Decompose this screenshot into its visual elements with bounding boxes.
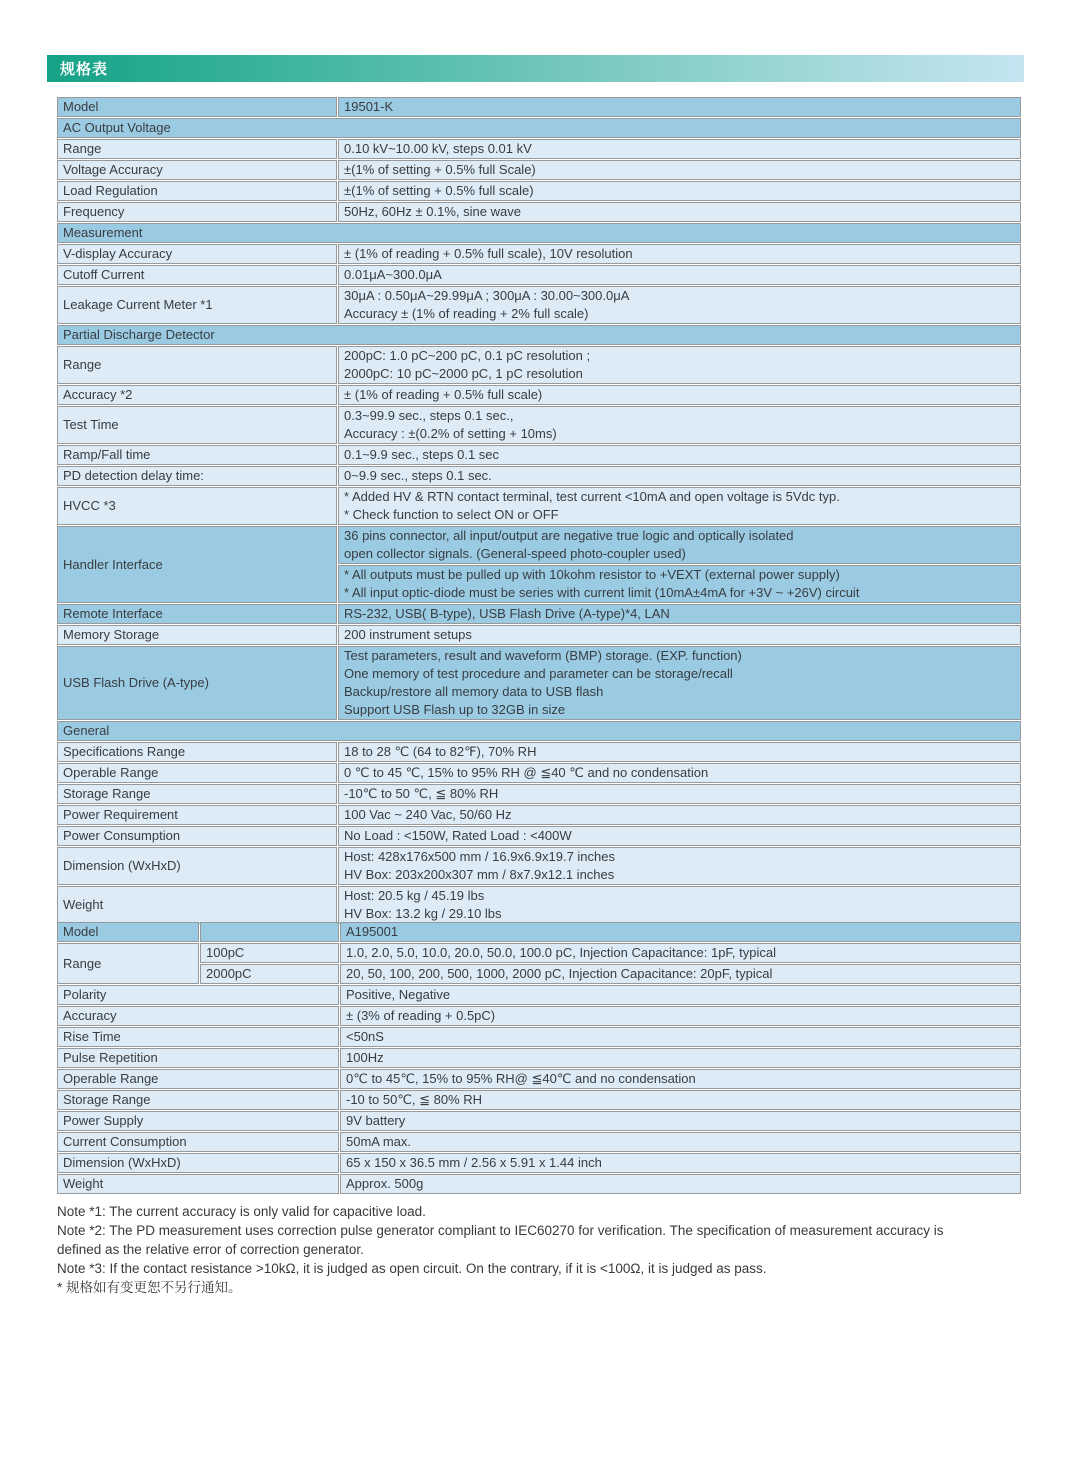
spec-label-cell: Rise Time (57, 1027, 339, 1047)
spec-value-line: 36 pins connector, all input/output are negative true logic and optically isolated (344, 528, 794, 543)
spec-value-line: 0 ℃ to 45 ℃, 15% to 95% RH @ ≦40 ℃ and no condensation (344, 765, 709, 780)
spec-value-line: 0~9.9 sec., steps 0.1 sec. (344, 468, 492, 483)
spec-value-line: * All input optic-diode must be series with current limit (10mA±4mA for +3V ~ +26V) circuit (344, 585, 860, 600)
spec-value-line: No Load : <150W, Rated Load : <400W (344, 828, 572, 843)
spec-value-cell: Approx. 500g (340, 1174, 1021, 1194)
spec-value-line: 200pC: 1.0 pC~200 pC, 0.1 pC resolution ; (344, 348, 591, 363)
note-line: Note *3: If the contact resistance >10kΩ, it is judged as open circuit. On the contrary, if it is <100Ω, it is judged as pass. (57, 1261, 767, 1276)
spec-value-cell (338, 625, 1021, 645)
spec-value-cell (338, 445, 1021, 465)
spec-value-cell: <50nS (340, 1027, 1021, 1047)
spec-subrange-cell: 2000pC (200, 964, 339, 984)
spec-value-line: Test parameters, result and waveform (BMP) storage. (EXP. function) (344, 648, 742, 663)
notes-list (57, 1202, 975, 1278)
spec-label-cell: Range (57, 346, 337, 384)
spec-value-cell: 100Hz (340, 1048, 1021, 1068)
spec-value-line: Support USB Flash up to 32GB in size (344, 702, 566, 717)
spec-row (57, 1111, 1021, 1131)
spec-label-cell: Weight (57, 1174, 339, 1194)
spec-value-cell: -10 to 50℃, ≦ 80% RH (340, 1090, 1021, 1110)
spec-value-cell (338, 742, 1021, 762)
spec-value-line: 2000pC: 10 pC~2000 pC, 1 pC resolution (344, 366, 583, 381)
spec-row (57, 784, 1021, 804)
spec-value-line: ±(1% of setting + 0.5% full Scale) (344, 162, 536, 177)
spec-value-cell (338, 847, 1021, 885)
spec-value-line: * Check function to select ON or OFF (344, 507, 559, 522)
spec-label-cell: Operable Range (57, 1069, 339, 1089)
note-line: Note *1: The current accuracy is only valid for capacitive load. (57, 1204, 426, 1219)
spec-value-cell (338, 526, 1021, 564)
spec-label-cell: Storage Range (57, 1090, 339, 1110)
spec-value-cell (338, 385, 1021, 405)
spec-value-cell (338, 286, 1021, 324)
spec-value-cell (338, 487, 1021, 525)
spec-value-cell (338, 160, 1021, 180)
spec-row (57, 826, 1021, 846)
spec-label-cell: Cutoff Current (57, 265, 337, 285)
spec-value-cell: 50mA max. (340, 1132, 1021, 1152)
spec-label-cell: Power Requirement (57, 805, 337, 825)
spec-value-cell (338, 763, 1021, 783)
spec-value-line: 200 instrument setups (344, 627, 472, 642)
spec-row (57, 922, 1021, 942)
spec-row (57, 1132, 1021, 1152)
spec-row (57, 466, 1021, 486)
spec-row (57, 1174, 1021, 1194)
spec-row (57, 286, 1021, 324)
spec-label-cell: Power Supply (57, 1111, 339, 1131)
section-row (57, 223, 1021, 243)
spec-value-cell: 65 x 150 x 36.5 mm / 2.56 x 5.91 x 1.44 inch (340, 1153, 1021, 1173)
section-row (57, 721, 1021, 741)
spec-value-cell (338, 97, 1021, 117)
spec-value-line: 50Hz, 60Hz ± 0.1%, sine wave (344, 204, 521, 219)
spec-label-cell: Remote Interface (57, 604, 337, 624)
spec-row (57, 742, 1021, 762)
spec-row (57, 181, 1021, 201)
note-line: Note *2: The PD measurement uses correction pulse generator compliant to IEC60270 for verification. The specification of measurement accuracy is defined as the relative error of correction generator. (57, 1223, 944, 1257)
spec-label-cell: Dimension (WxHxD) (57, 1153, 339, 1173)
spec-row (57, 646, 1021, 720)
section-row (57, 325, 1021, 345)
notes-block (57, 1202, 975, 1297)
spec-value-line: * All outputs must be pulled up with 10kohm resistor to +VEXT (external power supply) (344, 567, 840, 582)
spec-label-cell: Accuracy *2 (57, 385, 337, 405)
spec-label-cell: Handler Interface (57, 526, 337, 603)
page-title: 规格表 (60, 61, 109, 78)
spec-row (57, 406, 1021, 444)
spec-value-line: 0.3~99.9 sec., steps 0.1 sec., (344, 408, 514, 423)
spec-row (57, 526, 1021, 564)
spec-label-cell: Storage Range (57, 784, 337, 804)
spec-value-cell (338, 346, 1021, 384)
spec-value-cell (338, 202, 1021, 222)
spec-value-line: ± (1% of reading + 0.5% full scale), 10V resolution (344, 246, 633, 261)
spec-row (57, 604, 1021, 624)
spec-value-line: HV Box: 13.2 kg / 29.10 lbs (344, 906, 502, 921)
spec-label-cell: PD detection delay time: (57, 466, 337, 486)
spec-row (57, 487, 1021, 525)
spec-row (57, 943, 1021, 963)
spec-row (57, 139, 1021, 159)
spec-label-cell: Model (57, 922, 199, 942)
spec-value-line: 0.01μA~300.0μA (344, 267, 442, 282)
spec-label-cell: Load Regulation (57, 181, 337, 201)
spec-label-cell: Weight (57, 886, 337, 924)
spec-row (57, 886, 1021, 924)
spec-value-cell: 9V battery (340, 1111, 1021, 1131)
spec-value-cell (338, 244, 1021, 264)
spec-table-accessory-body (57, 922, 1021, 1194)
spec-value-line: ± (1% of reading + 0.5% full scale) (344, 387, 543, 402)
spec-subrange-cell: 100pC (200, 943, 339, 963)
spec-label-cell: Pulse Repetition (57, 1048, 339, 1068)
spec-label-cell: Ramp/Fall time (57, 445, 337, 465)
section-row (57, 118, 1021, 138)
spec-value-cell (338, 646, 1021, 720)
spec-label-cell: Accuracy (57, 1006, 339, 1026)
spec-value-line: HV Box: 203x200x307 mm / 8x7.9x12.1 inches (344, 867, 615, 882)
spec-value-cell (338, 466, 1021, 486)
spec-label-cell: Power Consumption (57, 826, 337, 846)
title-bar (47, 55, 1024, 82)
spec-row (57, 244, 1021, 264)
section-header-cell: Partial Discharge Detector (57, 325, 1021, 345)
spec-row (57, 160, 1021, 180)
spec-row (57, 1048, 1021, 1068)
spec-value-cell (338, 826, 1021, 846)
spec-label-cell: Dimension (WxHxD) (57, 847, 337, 885)
spec-row (57, 1090, 1021, 1110)
spec-row (57, 385, 1021, 405)
spec-label-cell: V-display Accuracy (57, 244, 337, 264)
spec-value-cell: 0℃ to 45℃, 15% to 95% RH@ ≦40℃ and no condensation (340, 1069, 1021, 1089)
spec-table-main-body (57, 97, 1021, 924)
spec-value-cell (338, 265, 1021, 285)
spec-value-line: 100 Vac ~ 240 Vac, 50/60 Hz (344, 807, 512, 822)
spec-label-cell: Voltage Accuracy (57, 160, 337, 180)
spec-row (57, 964, 1021, 984)
spec-row (57, 1153, 1021, 1173)
spec-value-cell (338, 406, 1021, 444)
spec-value-cell: 20, 50, 100, 200, 500, 1000, 2000 pC, Injection Capacitance: 20pF, typical (340, 964, 1021, 984)
spec-label-cell: Current Consumption (57, 1132, 339, 1152)
spec-value-line: Host: 428x176x500 mm / 16.9x6.9x19.7 inches (344, 849, 615, 864)
spec-value-cell (338, 181, 1021, 201)
spec-value-line: RS-232, USB( B-type), USB Flash Drive (A-type)*4, LAN (344, 606, 670, 621)
spec-row (57, 805, 1021, 825)
spec-value-line: One memory of test procedure and parameter can be storage/recall (344, 666, 733, 681)
spec-value-line: open collector signals. (General-speed photo-coupler used) (344, 546, 686, 561)
spec-value-cell: ± (3% of reading + 0.5pC) (340, 1006, 1021, 1026)
spec-value-cell: 1.0, 2.0, 5.0, 10.0, 20.0, 50.0, 100.0 pC, Injection Capacitance: 1pF, typical (340, 943, 1021, 963)
spec-row (57, 763, 1021, 783)
spec-value-cell (338, 886, 1021, 924)
spec-label-cell: Operable Range (57, 763, 337, 783)
spec-value-line: 0.1~9.9 sec., steps 0.1 sec (344, 447, 500, 462)
spec-table-main (56, 96, 1022, 925)
spec-subrange-cell (200, 922, 339, 942)
section-header-cell: Measurement (57, 223, 1021, 243)
spec-row (57, 625, 1021, 645)
spec-value-line: Accuracy ± (1% of reading + 2% full scale) (344, 306, 589, 321)
spec-label-cell: Specifications Range (57, 742, 337, 762)
spec-value-cell (338, 805, 1021, 825)
footnote: * 规格如有变更恕不另行通知。 (57, 1280, 242, 1295)
spec-value-line: 19501-K (344, 99, 394, 114)
spec-row (57, 1069, 1021, 1089)
spec-label-cell: Model (57, 97, 337, 117)
spec-value-line: 18 to 28 ℃ (64 to 82℉), 70% RH (344, 744, 537, 759)
spec-row (57, 202, 1021, 222)
spec-value-cell (338, 604, 1021, 624)
spec-label-cell: Polarity (57, 985, 339, 1005)
spec-value-cell: A195001 (340, 922, 1021, 942)
spec-value-line: ±(1% of setting + 0.5% full scale) (344, 183, 534, 198)
spec-label-cell: Memory Storage (57, 625, 337, 645)
spec-label-cell: Frequency (57, 202, 337, 222)
spec-value-line: 0.10 kV~10.00 kV, steps 0.01 kV (344, 141, 532, 156)
spec-value-cell (338, 784, 1021, 804)
spec-row (57, 265, 1021, 285)
spec-value-cell: Positive, Negative (340, 985, 1021, 1005)
spec-value-line: -10℃ to 50 ℃, ≦ 80% RH (344, 786, 499, 801)
spec-row (57, 445, 1021, 465)
spec-value-cell (338, 139, 1021, 159)
spec-label-cell: Test Time (57, 406, 337, 444)
spec-label-cell: Range (57, 139, 337, 159)
spec-value-line: Accuracy : ±(0.2% of setting + 10ms) (344, 426, 557, 441)
spec-label-cell: Range (57, 943, 199, 984)
spec-row (57, 985, 1021, 1005)
spec-row (57, 847, 1021, 885)
spec-row (57, 346, 1021, 384)
spec-row (57, 1006, 1021, 1026)
spec-label-cell: HVCC *3 (57, 487, 337, 525)
section-header-cell: General (57, 721, 1021, 741)
spec-table-accessory (56, 921, 1022, 1195)
spec-row (57, 1027, 1021, 1047)
section-header-cell: AC Output Voltage (57, 118, 1021, 138)
spec-value-line: Host: 20.5 kg / 45.19 lbs (344, 888, 485, 903)
spec-label-cell: Leakage Current Meter *1 (57, 286, 337, 324)
spec-value-line: * Added HV & RTN contact terminal, test current <10mA and open voltage is 5Vdc typ. (344, 489, 840, 504)
spec-value-line: 30μA : 0.50μA~29.99μA ; 300μA : 30.00~300.0μA (344, 288, 630, 303)
spec-value-line: Backup/restore all memory data to USB flash (344, 684, 604, 699)
spec-row (57, 97, 1021, 117)
spec-label-cell: USB Flash Drive (A-type) (57, 646, 337, 720)
spec-value-cell (338, 565, 1021, 603)
